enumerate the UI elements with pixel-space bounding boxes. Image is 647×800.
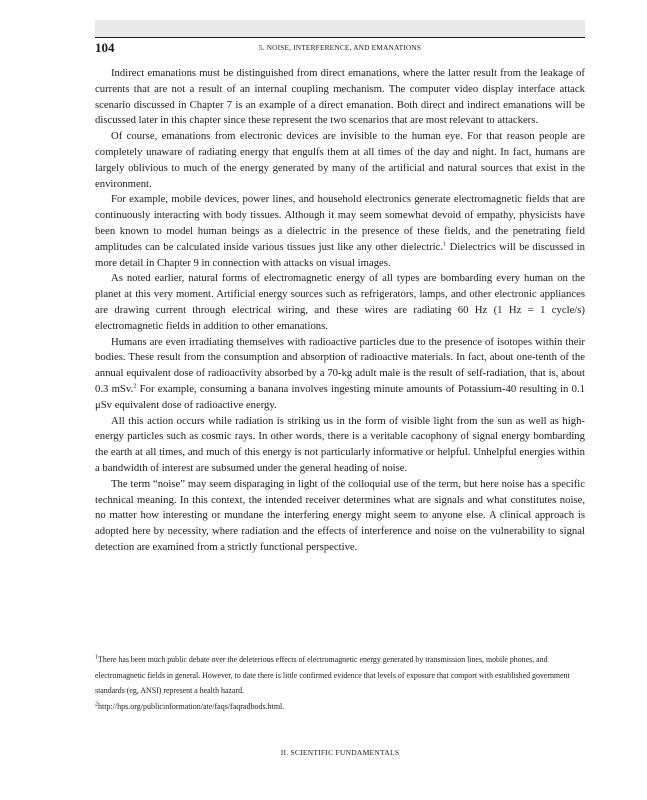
paragraph	[95, 335, 585, 414]
page-header	[95, 37, 585, 56]
footnote-mark: 1	[95, 654, 98, 661]
footnote-reference[interactable]: 2	[133, 382, 137, 390]
footnote-text: There has been much public debate over the deleterious effects of electromagnetic energy generated by transmission lines, mobile phones, and electromagnetic fields in general. However, to date there is little confirmed evidence that levels of exposure that comport with established government standards (eg, ANSI) represent a health hazard.	[95, 655, 570, 695]
page-footer: II. SCIENTIFIC FUNDAMENTALS	[280, 748, 400, 757]
paragraph	[95, 192, 585, 271]
paragraph: Indirect emanations must be distinguished from direct emanations, where the latter result from the leakage of currents that are not a result of an internal coupling mechanism. The computer video display interface attack scenario discussed in Chapter 7 is an example of a direct emanation. Both direct and indirect emanations will be discussed later in this chapter since these represent the two scenarios that are most relevant to attackers.	[95, 67, 585, 127]
paragraph: Of course, emanations from electronic devices are invisible to the human eye. For that reason people are completely unaware of radiating energy that engulfs them at all times of the day and night. In fact, humans are largely oblivious to much of the energy generated by many of the artificial and natural sources that exist in the environment.	[95, 130, 585, 190]
body-text	[95, 66, 585, 556]
footnote	[95, 699, 585, 715]
paragraph-text: Humans are even irradiating themselves with radioactive particles due to the presence of isotopes within their bodies. These result from the consumption and absorption of radioactive materials. In fact, about one-tenth of the annual equivalent dose of radioactivity absorbed by a 70-kg adult male is the result of self-radiation, that is, about 0.3 mSv.	[95, 335, 585, 395]
paragraph: All this action occurs while radiation is striking us in the form of visible light from the sun as well as high-energy particles such as cosmic rays. In other words, there is a veritable cacophony of signal energy bombarding the earth at all times, and much of this energy is not particularly informative or helpful. Unhelpful energies within a bandwidth of interest are subsumed under the general heading of noise.	[95, 414, 585, 474]
paragraph-text: For example, mobile devices, power lines, and household electronics generate electromagnetic fields that are continuously interacting with body tissues. Although it may seem somewhat devoid of empathy, physicists have been known to model human beings as a dielectric in the presence of these fields, and the penetrating field amplitudes can be calculated inside various tissues just like any other dielectric.	[95, 193, 585, 253]
running-head: 5. NOISE, INTERFERENCE, AND EMANATIONS	[258, 43, 422, 52]
footnote-reference[interactable]: 1	[443, 240, 447, 248]
header-shade-bar	[95, 20, 585, 37]
paragraph: The term “noise” may seem disparaging in light of the colloquial use of the term, but here noise has a specific technical meaning. In this context, the intended receiver determines what are signals and what constitutes noise, no matter how interesting or mundane the interfering energy might seem to anyone else. A clinical approach is adopted here by necessity, where radiation and the effects of interference and noise on the vulnerability to signal detection are examined from a strictly functional perspective.	[95, 477, 585, 553]
footnote	[95, 652, 585, 699]
paragraph-text: Dielectrics will be discussed in more detail in Chapter 9 in connection with attacks on visual images.	[95, 240, 585, 269]
footnote-mark: 2	[95, 700, 98, 707]
page-number: 104	[95, 40, 115, 55]
footnote-link[interactable]: http://hps.org/publicinformation/ate/faqs/faqradbods.html.	[98, 701, 285, 711]
footnotes	[95, 652, 585, 714]
paragraph-text: For example, consuming a banana involves ingesting minute amounts of Potassium-40 resulting in 0.1 μSv equivalent dose of radioactive energy.	[95, 382, 585, 411]
paragraph: As noted earlier, natural forms of electromagnetic energy of all types are bombarding every human on the planet at this very moment. Artificial energy sources such as refrigerators, lamps, and other electronic appliances are drawing current through electrical wiring, and these wires are radiating 60 Hz (1 Hz = 1 cycle/s) electromagnetic fields in addition to other emanations.	[95, 272, 585, 332]
